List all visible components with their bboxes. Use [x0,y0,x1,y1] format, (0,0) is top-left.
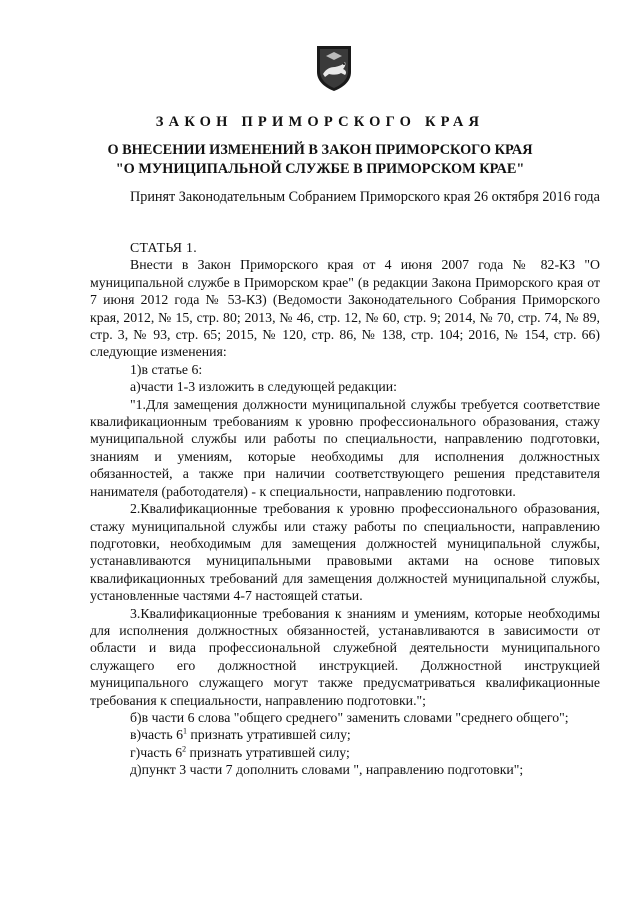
quoted-paragraph-3: 3.Квалификационные требования к знаниям и умениям, которые необходимы для исполнения должностных обязанностей, устанавливаются в зависимости от области и вида профессиональной служебной деятельности муниципального служащего его должностной инструкцией. Должностной инструкцией муниципального служащего могут также предусматриваться квалификационные требования к специальности, направлению подготовки."; [90,605,600,708]
document-body [90,239,600,779]
adoption-note: Принят Законодательным Собранием Приморского края 26 октября 2016 года [130,189,600,205]
item-1g-text-end: признать утратившей силу; [186,744,350,760]
quoted-paragraph-2: 2.Квалификационные требования к уровню профессионального образования, стажу муниципальной службы или стажу работы по специальности, направлению подготовки, необходимым для замещения должностей муниципальной службы, устанавливаются муниципальными правовыми актами на основе типовых квалификационных требований для замещения должностей муниципальной службы, установленные частями 4-7 настоящей статьи. [90,501,600,604]
item-1g [90,744,600,761]
coat-of-arms-icon [314,44,354,92]
item-1v-text-end: признать утратившей силу; [186,727,351,743]
law-subtitle-line-2: "О МУНИЦИПАЛЬНОЙ СЛУЖБЕ В ПРИМОРСКОМ КРАЕ" [115,161,525,177]
item-1v [90,726,600,743]
item-1a: а)части 1-3 изложить в следующей редакции: [130,379,397,395]
item-1b: б)в части 6 слова "общего среднего" заменить словами "среднего общего"; [130,709,569,725]
quoted-paragraph-1: "1.Для замещения должности муниципальной службы требуется соответствие квалификационным требованиям к уровню профессионального образования, стажу муниципальной службы или работы по специальности, направлению подготовки, знаниям и умениям, которые необходимы для исполнения должностных обязанностей, а также при наличии соответствующего решения представителя нанимателя (работодателя) - к специальности, направлению подготовки. [90,396,600,499]
item-1v-text: в)часть 6 [130,727,183,743]
article-heading: СТАТЬЯ 1. [130,240,198,255]
item-1v-superscript: 1 [182,726,187,736]
law-subtitle-line-1: О ВНЕСЕНИИ ИЗМЕНЕНИЙ В ЗАКОН ПРИМОРСКОГО КРАЯ [107,142,533,158]
item-1: 1)в статье 6: [130,361,203,377]
item-1d: д)пункт 3 части 7 дополнить словами ", направлению подготовки"; [130,762,524,778]
law-title: ЗАКОН ПРИМОРСКОГО КРАЯ [155,114,485,130]
intro-paragraph: Внести в Закон Приморского края от 4 июня 2007 года № 82-КЗ "О муниципальной службе в Приморском крае" (в редакции Закона Приморского края от 7 июня 2012 года № 53-КЗ) (Ведомости Законодательного Собрания Приморского края, 2012, № 15, стр. 80; 2013, № 46, стр. 12, № 60, стр. 9; 2014, № 70, стр. 74, № 89, стр. 3, № 93, стр. 65; 2015, № 120, стр. 86, № 138, стр. 104; 2016, № 154, стр. 66) следующие изменения: [90,257,600,360]
item-1g-text: г)часть 6 [130,744,183,760]
item-1g-superscript: 2 [182,744,187,754]
